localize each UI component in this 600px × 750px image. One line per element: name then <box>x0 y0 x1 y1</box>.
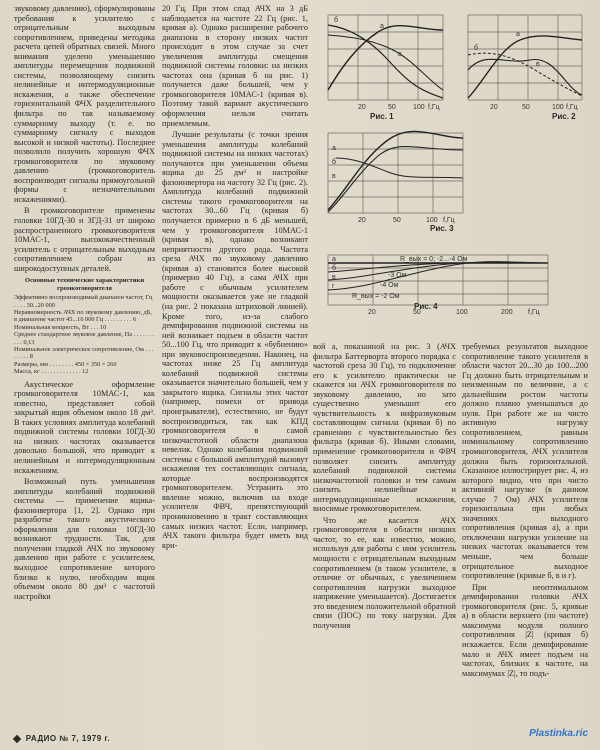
specs-box <box>14 277 155 375</box>
curve-b <box>328 146 463 212</box>
text-column-3 <box>313 342 456 632</box>
curve-c <box>328 262 548 280</box>
spec-line: Размеры, мм . . . . . . . . 450 × 350 × 260 <box>14 360 117 368</box>
paragraph: В громкоговорителе применены головки 10ГД-30 и 3ГД-31 от широко распространенного громкоговорителя 10МАС-1, высококачественный усилитель с отрицательным выходным сопротивлением собран из широкодоступных деталей. <box>14 206 155 273</box>
figure-caption: Рис. 1 <box>370 112 394 121</box>
tick-label: 50 <box>413 309 421 316</box>
figure-caption: Рис. 4 <box>414 302 438 311</box>
page-footer <box>14 728 588 746</box>
paragraph: требуемых результатов выходное сопротивление такого усилителя в области частот 20...30 до 100...200 Гц должно быть отрицательным и неизменным по величине, а с дальнейшим ростом частоты должно плавно уменьшаться до нуля. При работе же на чисто активную нагрузку сопротивлением, равным номинальному сопротивлению громкоговорителя, АЧХ усилителя должна быть горизонтальной. Сказанное иллюстрирует рис. 4, из которого видно, что при чисто активной нагрузке (в данном случае 7 Ом) АЧХ усилителя горизонтальна при любых значениях выходного сопротивления (кривая а), а при отключении нагрузки усиление на низких частотах оказывается тем меньше, чем больше отрицательное выходное сопротивление (кривые б, в и г). <box>462 342 588 581</box>
tick-label: 20 <box>358 217 366 224</box>
figure-4-graph <box>318 250 588 320</box>
spec-line: Номинальная мощность, Вт . . . 10 <box>14 323 107 331</box>
spec-line: Среднее стандартное звуковое давление, Па . . . . . . . . . . 0,13 <box>14 331 155 346</box>
paragraph: Возможный путь уменьшения амплитуды колебаний подвижной системы — применение ящика-фазоинвертора [1, 2]. Однако при разработке такого акустического оформления для головки 10ГД-30 возникают трудности. Так, для получения гладкой АЧХ по звуковому давлению при работе с усилителем, выходное сопротивление которого близко к нулю, необходим ящик объемом около 80 дм³ с частотой настройки <box>14 477 155 601</box>
curve-label: б <box>332 159 337 166</box>
figure-caption: Рис. 2 <box>552 112 576 121</box>
curve-label: а <box>516 31 520 38</box>
axis-unit: f,Гц <box>528 309 540 316</box>
paragraph: 20 Гц. При этом спад АЧХ на 3 дБ наблюдается на частоте 22 Гц (рис. 1, кривая а). Однако расширение рабочего диапазона в сторону низких частот происходит в этом случае за счет увеличения амплитуды смещения подвижной системы головки: на низких частотах она (кривая б на рис. 1) получается даже большей, чем у громкоговорителя 10МАС-1 (кривая в). Поэтому такой вариант акустического оформления нельзя считать приемлемым. <box>162 4 308 128</box>
paragraph: звуковому давлению), сформулированы требования к усилителю с отрицательным выходным сопротивлением, приведены методика расчета цепей обратных связей. Много внимания уделено уменьшению амплитуды перемещения подвижной системы, позволяющему снизить нелинейные и интермодуляционные искажения, а также обеспечение горизонтальной ФЧХ разделительного фильтра по так называемому суммарному выходу (т. е. по суммарному сигналу с выходов высокой и низкой частоты). Последнее позволило получить хорошую ФЧХ громкоговорителя по звуковому давлению (громкоговоритель воспроизводит сигналы прямоугольной формы с незначительными искажениями). <box>14 4 155 204</box>
paragraph: При неоптимальном демпфировании головки АЧХ громкоговорителя (рис. 5, кривые а) в области верхнего (по частоте) максимума модуля полного сопротивления |Z| (кривая б) искажается. Если демпфирование мало и АЧХ имеет подъем на частотах, близких к частоте, на максимумах |Z|, то подъ- <box>462 582 588 678</box>
tick-label: 100 <box>456 309 468 316</box>
curve-label: а <box>332 256 336 263</box>
text-column-4 <box>462 342 588 680</box>
text-column-2 <box>162 4 308 552</box>
tick-label: 100 <box>426 217 438 224</box>
curve-label: а <box>332 145 336 152</box>
figure-2-graph <box>460 10 590 115</box>
annotation: R_вых = -2 Ом <box>352 293 400 300</box>
watermark: Plastinka.ric <box>529 728 588 739</box>
curve-label: в <box>332 274 336 281</box>
curve-c <box>328 35 443 90</box>
tick-label: 50 <box>393 217 401 224</box>
figure-3-graph <box>318 128 468 228</box>
axis-unit: f,Гц <box>443 217 455 224</box>
paragraph: Что же касается АЧХ громкоговорителя в области низших частот, то ее, как известно, можно, используя для работы с ним усилитель мощности с отрицательным выходным сопротивлением (в таком усилителе, в отличие от обычных, с увеличением сопротивления нагрузки выходное напряжение уменьшается). Достигается это введением положительной обратной связи (ПОС) по току нагрузки. Для получения <box>313 515 456 630</box>
curve-a <box>328 131 463 210</box>
curve-label: б <box>334 17 339 24</box>
tick-label: 100 <box>552 104 564 111</box>
tick-label: 20 <box>490 104 498 111</box>
tick-label: 20 <box>358 104 366 111</box>
tick-label: 200 <box>501 309 513 316</box>
paragraph: Лучшие результаты (с точки зрения уменьшения амплитуды колебаний подвижной системы на низких частотах) получаются при уменьшении объема ящика до 25 дм³ и настройке фазоинвертора на частоту 32 Гц (рис. 2). Амплитуда колебаний подвижной системы такого громкоговорителя на частотах 30...60 Гц (кривая б) получается примерно в 6 дБ меньшей, чем у громкоговорителя 10МАС-1 (кривая в), однако возникают неприятности другого рода. Частота среза АЧХ по звуковому давлению (кривая а) становится более высокой (примерно 40 Гц), а сама АЧХ при работе с обычным усилителем мощности оказывается уже не гладкой (на рис. 2 показана штриховой линией). Кроме того, из-за слабого демпфирования подвижной системы на ней возникает подъем в области частот 50...100 Гц, что приводит к «бубнению» при звуковоспроизведении. Наконец, на частотах ниже 25 Гц амплитуда колебаний подвижной системы оказывается значительно большей, чем у закрытого ящика. Сигналы этих частот (например, помехи от привода проигрывателя), естественно, не будут воспроизводиться, так как КПД громкоговорителя в самой низкочастотной области диапазона невелик. Однако колебания подвижной системы с большой амплитудой вызовут искажения тех составляющих сигнала, которые воспроизводятся громкоговорителем. Устранить это явление можно, включив на входе усилителя ФВЧ, препятствующий проникновению в тракт составляющих самых низких частот. Если, например, АЧХ такого фильтра будет иметь вид кри- <box>162 130 308 550</box>
curve-label: б <box>332 265 337 272</box>
paragraph: вой а, показанной на рис. 3 (АЧХ фильтра Баттерворта второго порядка с частотой среза 30 Гц), то подключение его к усилителю практически не скажется на АЧХ громкоговорителя по звуковому давлению, но зато существенно уменьшит его чувствительность к инфразвуковым составляющим сигнала (кривая б) по сравнению с чувствительностью без фильтра (кривая б). Иными словами, применение громкоговорителя и ФВЧ позволяет снизить амплитуду колебаний подвижной системы низкочастотной головки и тем самым снизить нелинейные и интермодуляционные искажения, вносимые громкоговорителем. <box>313 342 456 514</box>
curve-label: в <box>398 51 402 58</box>
curve-b <box>328 263 548 272</box>
figure-1-graph <box>318 10 453 115</box>
tick-label: 50 <box>522 104 530 111</box>
tick-label: 50 <box>388 104 396 111</box>
figure-4 <box>318 250 588 320</box>
tick-label: 20 <box>368 309 376 316</box>
figure-1 <box>318 10 453 121</box>
annotation: -3 Ом <box>388 272 407 279</box>
figure-3 <box>318 128 468 233</box>
figure-2 <box>460 10 590 121</box>
curve-b <box>328 25 443 98</box>
annotation: -4 Ом <box>380 282 399 289</box>
text-column-1 <box>14 4 155 603</box>
curve-label: в <box>536 61 540 68</box>
publication-title: РАДИО № 7, 1979 г. <box>25 734 111 743</box>
annotation: R_вых = 0; -2...-4 Ом <box>400 256 468 263</box>
axis-unit: f,Гц <box>566 104 578 111</box>
curve-label: в <box>332 173 336 180</box>
publication-line <box>14 734 113 743</box>
axis-unit: f,Гц <box>428 104 440 111</box>
figure-caption: Рис. 3 <box>430 224 454 233</box>
specs-title: Основные технические характеристики громкоговорителя <box>24 277 145 292</box>
curve-d <box>328 262 548 290</box>
diamond-icon <box>13 735 21 743</box>
curve-label: г <box>332 283 335 290</box>
spec-line: Неравномерность АЧХ по звуковому давлению, дБ, в диапазоне частот 45...16 000 Гц . . . . . . . . . 6 <box>14 308 152 324</box>
paragraph: Акустическое оформление громкоговорителя 10МАС-1, как известно, представляет собой закрытый ящик объемом около 18 дм³. В таких условиях амплитуда колебаний подвижной системы головки 10ГД-30 на низких частотах оказывается довольно большой, что приводит к нелинейным и интермодуляционным искажениям. <box>14 379 155 475</box>
curve-a <box>468 36 582 98</box>
spec-line: Эффективно воспроизводимый диапазон частот, Гц . . . . 30...20 000 <box>14 294 153 309</box>
spec-line: Масса, кг . . . . . . . . . . . . . 12 <box>14 368 89 376</box>
spec-line: Номинальное электрическое сопротивление, Ом . . . . . . . . 8 <box>14 345 154 361</box>
tick-label: 100 <box>413 104 425 111</box>
curve-label: а <box>380 23 384 30</box>
curve-label: б <box>474 45 479 52</box>
